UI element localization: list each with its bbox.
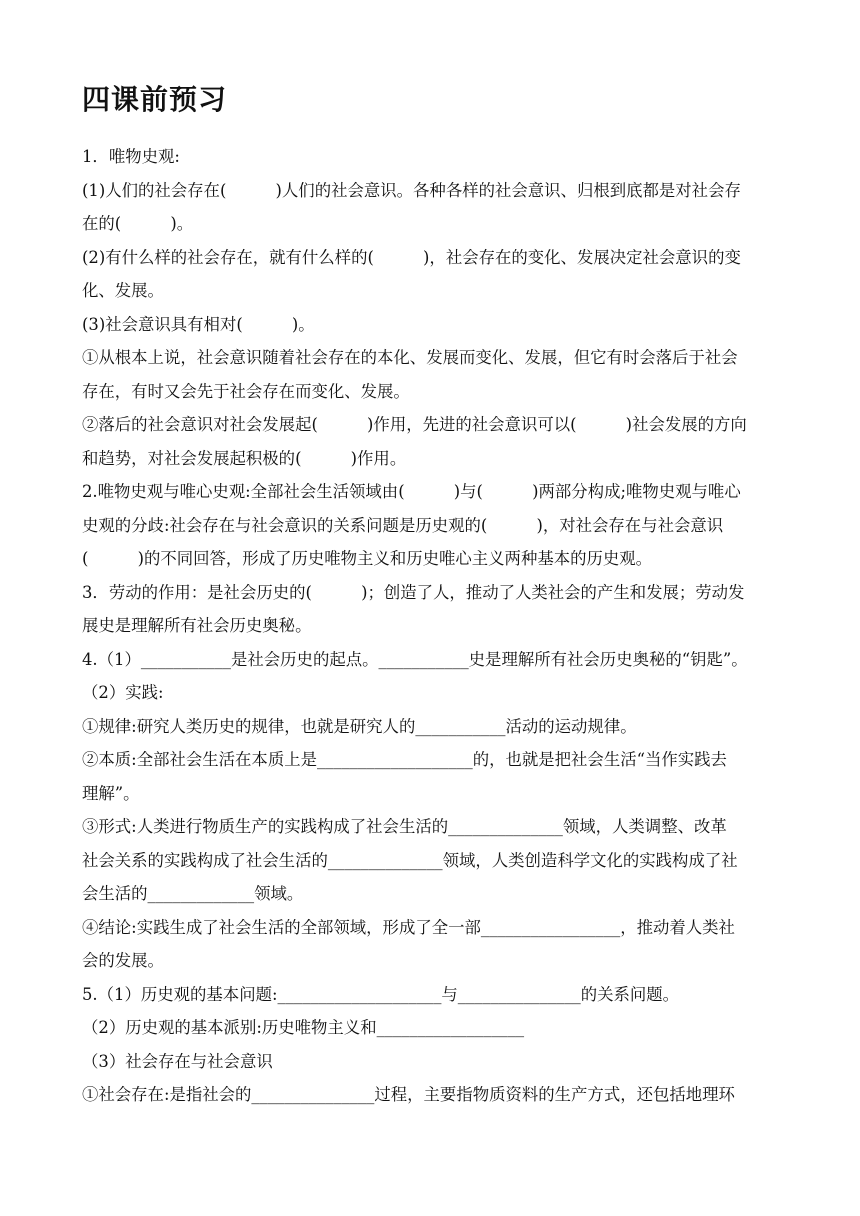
text-line: ①从根本上说，社会意识随着社会存在的本化、发展而变化、发展，但它有时会落后于社会 bbox=[82, 348, 738, 367]
text-line: (2)有什么样的社会存在，就有什么样的( )，社会存在的变化、发展决定社会意识的变 bbox=[82, 247, 741, 267]
text-line: 5.（1）历史观的基本问题:____________________与_______________的关系问题。 bbox=[82, 984, 680, 1004]
body-text bbox=[82, 140, 782, 1112]
text-line: (1)人们的社会存在( )人们的社会意识。各种各样的社会意识、归根到底都是对社会存 bbox=[82, 180, 741, 200]
text-line: 化、发展。 bbox=[82, 281, 164, 300]
text-line: （2）实践: bbox=[82, 683, 164, 702]
text-line: 和趋势，对社会发展起积极的( )作用。 bbox=[82, 448, 407, 468]
page-title: 四课前预习 bbox=[82, 83, 228, 116]
text-line: 理解”。 bbox=[82, 783, 140, 803]
text-line: ①规律:研究人类历史的规律，也就是研究人的___________活动的运动规律。 bbox=[82, 716, 637, 736]
text-line: 在的( )。 bbox=[82, 214, 194, 233]
text-line: 存在，有时又会先于社会存在而变化、发展。 bbox=[82, 381, 410, 401]
text-line: 会的发展。 bbox=[82, 951, 164, 970]
text-line: 展史是理解所有社会历史奥秘。 bbox=[82, 616, 312, 635]
text-line: 1．唯物史观: bbox=[82, 147, 180, 166]
text-line: 社会关系的实践构成了社会生活的______________领域，人类创造科学文化的实践构成了社 bbox=[82, 850, 738, 870]
text-line: ④结论:实践生成了社会生活的全部领域，形成了全一部_________________，推动着人类社 bbox=[82, 917, 735, 937]
text-line: 4.（1）___________是社会历史的起点。___________史是理解所有社会历史奥秘的“钥匙”。 bbox=[82, 649, 748, 669]
text-line: ②本质:全部社会生活在本质上是___________________的，也就是把社会生活“当作实践去 bbox=[82, 750, 727, 769]
text-line: 2.唯物史观与唯心史观:全部社会生活领域由( )与( )两部分构成;唯物史观与唯心 bbox=[82, 482, 741, 501]
text-line: (3)社会意识具有相对( )。 bbox=[82, 314, 315, 334]
text-line: ①社会存在:是指社会的_______________过程，主要指物质资料的生产方式，还包括地理环 bbox=[82, 1085, 735, 1104]
text-line: ③形式:人类进行物质生产的实践构成了社会生活的______________领域，人类调整、改革 bbox=[82, 817, 727, 836]
text-line: ②落后的社会意识对社会发展起( )作用，先进的社会意识可以( )社会发展的方向 bbox=[82, 415, 747, 434]
text-line: 史观的分歧:社会存在与社会意识的关系问题是历史观的( )，对社会存在与社会意识 bbox=[82, 515, 724, 535]
text-line: ( )的不同回答，形成了历史唯物主义和历史唯心主义两种基本的历史观。 bbox=[82, 549, 653, 568]
text-line: （3）社会存在与社会意识 bbox=[82, 1051, 273, 1071]
text-line: 会生活的_____________领域。 bbox=[82, 884, 304, 903]
text-line: 3．劳动的作用：是社会历史的( )；创造了人，推动了人类社会的产生和发展；劳动发 bbox=[82, 582, 745, 602]
text-line: （2）历史观的基本派别:历史唯物主义和__________________ bbox=[82, 1018, 525, 1037]
